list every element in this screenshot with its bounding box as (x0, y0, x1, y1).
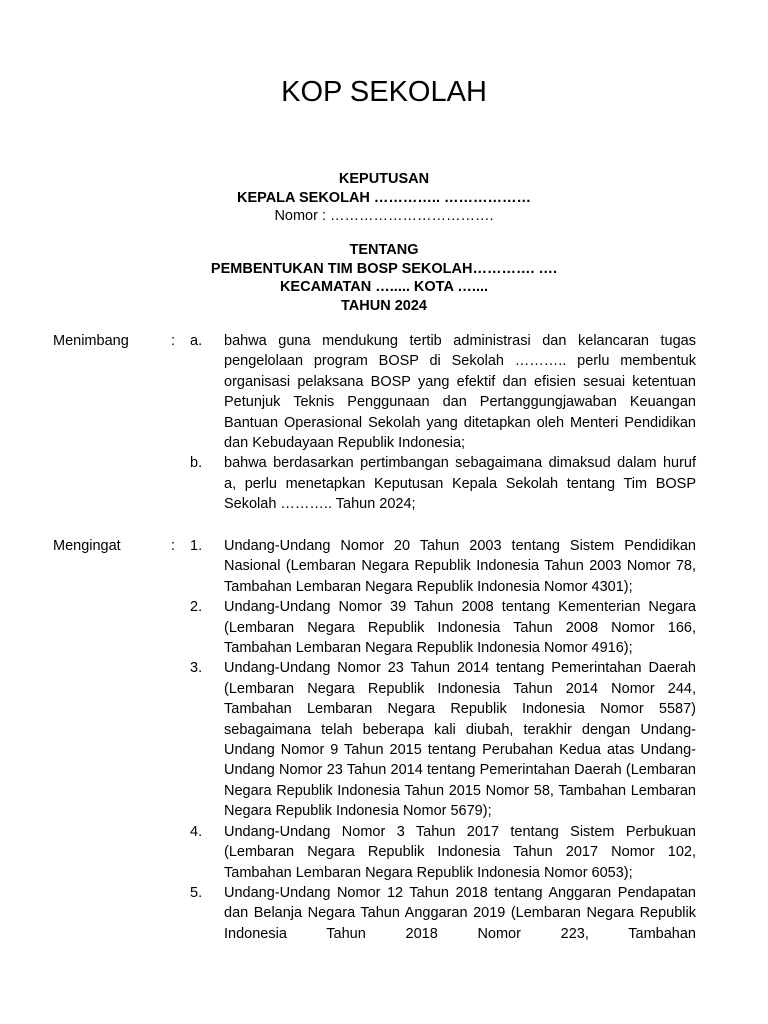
item-text: Undang-Undang Nomor 3 Tahun 2017 tentang Sistem Perbukuan (Lembaran Negara Republik Indonesia Tahun 2017 Nomor 102, Tambahan Lembaran Negara Republik Indonesia Nomor 6053); (224, 823, 696, 881)
item-marker: 1. (190, 538, 203, 554)
school-letterhead: KOP SEKOLAH (281, 76, 487, 108)
list-item (0, 331, 768, 453)
menimbang-section (0, 331, 768, 515)
subject-label: TENTANG (349, 242, 419, 258)
item-marker: a. (190, 333, 203, 349)
item-marker: b. (190, 455, 203, 472)
subject-year: TAHUN 2024 (341, 297, 427, 314)
list-item (0, 453, 768, 514)
mengingat-colon: : (171, 538, 176, 554)
mengingat-label: Mengingat (53, 538, 121, 554)
item-marker: 4. (190, 823, 203, 840)
item-marker: 5. (190, 884, 203, 901)
item-text: Undang-Undang Nomor 39 Tahun 2008 tentang Kementerian Negara (Lembaran Negara Republik Indonesia Tahun 2008 Nomor 166, Tambahan Lembaran Negara Republik Indonesia Nomor 4916); (224, 599, 696, 657)
menimbang-colon: : (171, 333, 176, 349)
item-marker: 3. (190, 660, 203, 677)
list-item (0, 597, 768, 658)
list-item (0, 883, 768, 944)
mengingat-section (0, 536, 768, 944)
decree-subject-heading (0, 241, 768, 315)
decree-heading (0, 170, 768, 226)
item-text: Undang-Undang Nomor 12 Tahun 2018 tentang Anggaran Pendapatan dan Belanja Negara Tahun Anggaran 2019 (Lembaran Negara Republik Indonesia Tahun 2018 Nomor 223, Tambahan (224, 884, 696, 942)
item-text: Undang-Undang Nomor 20 Tahun 2003 tentang Sistem Pendidikan Nasional (Lembaran Negara Republik Indonesia Tahun 2003 Nomor 78, Tambahan Lembaran Negara Republik Indonesia Nomor 4301); (224, 538, 696, 595)
list-item (0, 822, 768, 883)
subject-location: KECAMATAN …..... KOTA ….... (279, 279, 489, 295)
list-item (0, 658, 768, 821)
item-text: bahwa guna mendukung tertib administrasi dan kelancaran tugas pengelolaan program BOSP di Sekolah ……….. perlu membentuk organisasi pelaksana BOSP yang efektif dan efisien sesuai ketentuan Petunjuk Teknis Penggunaan dan Pertanggungjawaban Keuangan Bantuan Operasional Sekolah yang ditetapkan oleh Menteri Pendidikan dan Kebudayaan Republik Indonesia; (224, 333, 696, 452)
item-marker: 2. (190, 599, 203, 616)
list-item (0, 536, 768, 597)
item-text: Undang-Undang Nomor 23 Tahun 2014 tentang Pemerintahan Daerah (Lembaran Negara Republik Indonesia Tahun 2014 Nomor 244, Tambahan Lembaran Negara Republik Indonesia Nomor 5587) sebagaimana telah beberapa kali diubah, terakhir dengan Undang-Undang Nomor 9 Tahun 2015 tentang Perubahan Kedua atas Undang-Undang Nomor 23 Tahun 2014 tentang Pemerintahan Daerah (Lembaran Negara Republik Indonesia Tahun 2015 Nomor 58, Tambahan Lembaran Negara Republik Indonesia Nomor 5679); (224, 660, 696, 820)
item-text: bahwa berdasarkan pertimbangan sebagaimana dimaksud dalam huruf a, perlu menetapkan Keputusan Kepala Sekolah tentang Tim BOSP Sekolah ……….. Tahun 2024; (224, 455, 696, 513)
decree-title: KEPUTUSAN (338, 171, 430, 187)
decree-number: Nomor : ……………………………. (274, 208, 494, 224)
decree-issuer: KEPALA SEKOLAH ………….. ……………… (236, 189, 532, 206)
menimbang-label: Menimbang (53, 333, 129, 349)
subject-title: PEMBENTUKAN TIM BOSP SEKOLAH…………. …. (210, 260, 558, 277)
